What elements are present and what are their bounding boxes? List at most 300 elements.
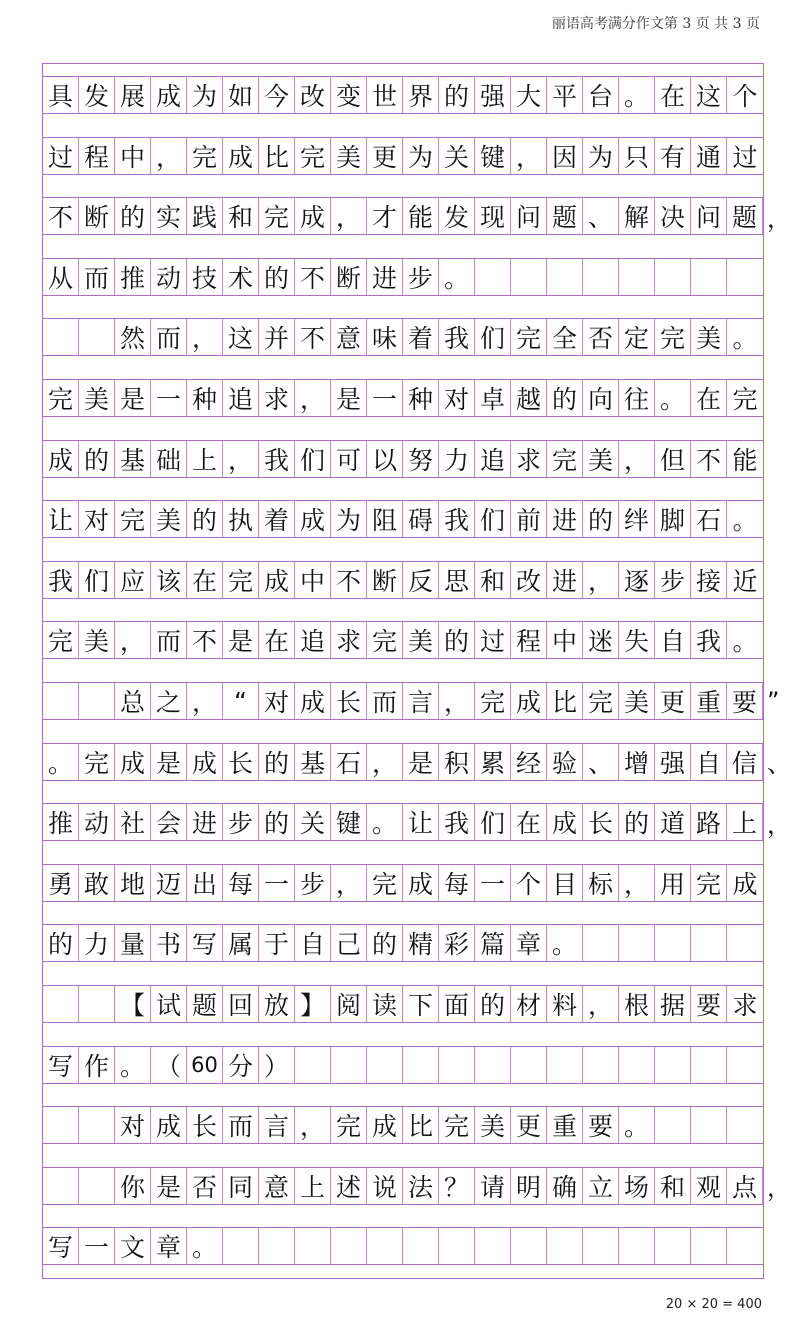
grid-cell: 程: [79, 138, 115, 174]
grid-cell: 要: [691, 986, 727, 1022]
grid-cell: 试: [151, 986, 187, 1022]
grid-cell: ，: [583, 986, 619, 1022]
grid-cell: 属: [223, 925, 259, 961]
grid-cell: 追: [475, 441, 511, 477]
grid-cell: 完: [439, 1107, 475, 1143]
grid-cell: 成: [295, 501, 331, 537]
grid-cell: [619, 259, 655, 295]
grid-cell: 、: [583, 198, 619, 234]
grid-cell: 决: [655, 198, 691, 234]
grid-cell: 步: [403, 259, 439, 295]
grid-cell: 验: [547, 744, 583, 780]
grid-cell: [439, 1047, 475, 1083]
grid-cell: [79, 683, 115, 719]
grid-cell: 更: [367, 138, 403, 174]
grid-cell: 长: [583, 804, 619, 840]
grid-cell: 观: [691, 1168, 727, 1204]
grid-cell: 发: [439, 198, 475, 234]
grid-cell: 过: [475, 622, 511, 658]
grid-cell: [727, 259, 763, 295]
grid-cell: ，: [619, 865, 655, 901]
grid-cell: [691, 1228, 727, 1264]
grid-cell: 关: [439, 138, 475, 174]
grid-cell: 信: [727, 744, 763, 780]
grid-cell: ，: [331, 865, 367, 901]
grid-cell: 对: [439, 380, 475, 416]
grid-cell: ，: [115, 622, 151, 658]
grid-cell: [43, 1168, 79, 1204]
grid-cell: 改: [295, 77, 331, 113]
grid-cell: 为: [187, 77, 223, 113]
grid-cell: 关: [295, 804, 331, 840]
grid-cell: 每: [439, 865, 475, 901]
grid-cell: 书: [151, 925, 187, 961]
grid-cell: [511, 259, 547, 295]
grid-cell: 力: [79, 925, 115, 961]
grid-row: [43, 803, 791, 841]
grid-cell: 写: [187, 925, 223, 961]
grid-cell: 增: [619, 744, 655, 780]
grid-cell: 确: [547, 1168, 583, 1204]
grid-cell: 越: [511, 380, 547, 416]
grid-cell: 近: [732, 566, 758, 596]
grid-cell: [691, 259, 727, 295]
grid-cell: 践: [187, 198, 223, 234]
grid-row: [43, 1106, 763, 1144]
grid-cell: 中: [115, 138, 151, 174]
grid-cell: 。: [367, 804, 403, 840]
grid-cell: 然: [115, 319, 151, 355]
grid-cell: 全: [547, 319, 583, 355]
grid-cell: 美: [79, 380, 115, 416]
grid-cell: [547, 1228, 583, 1264]
grid-cell: 和: [475, 562, 511, 598]
grid-cell: 下: [403, 986, 439, 1022]
grid-cell: 完: [583, 683, 619, 719]
grid-row: [43, 258, 763, 296]
grid-cell: 每: [223, 865, 259, 901]
grid-cell: 于: [259, 925, 295, 961]
grid-cell: 在: [187, 562, 223, 598]
grid-cell: [727, 1228, 763, 1264]
grid-row: [43, 76, 763, 114]
grid-cell: 失: [619, 622, 655, 658]
grid-cell: 技: [187, 259, 223, 295]
grid-cell: [331, 1228, 367, 1264]
grid-cell: 迷: [583, 622, 619, 658]
grid-cell: ，: [439, 683, 475, 719]
grid-cell: 求: [331, 622, 367, 658]
grid-cell: 的: [79, 441, 115, 477]
grid-cell: 但: [655, 441, 691, 477]
grid-cell: 成: [223, 138, 259, 174]
grid-cell: 比: [403, 1107, 439, 1143]
grid-cell: 长: [223, 744, 259, 780]
grid-cell: 重: [691, 683, 727, 719]
grid-cell: 过: [43, 138, 79, 174]
grid-cell: 对: [115, 1107, 151, 1143]
grid-cell: 为: [331, 501, 367, 537]
grid-cell: 美: [151, 501, 187, 537]
grid-cell: [619, 1228, 655, 1264]
grid-cell: 世: [367, 77, 403, 113]
overflow-punctuation: 、: [767, 750, 791, 779]
grid-cell: [367, 1047, 403, 1083]
grid-cell: 求: [259, 380, 295, 416]
grid-cell: 美: [475, 1107, 511, 1143]
grid-cell: 精: [403, 925, 439, 961]
grid-cell: 言: [403, 683, 439, 719]
grid-cell: 自: [691, 744, 727, 780]
grid-cell: 题: [187, 986, 223, 1022]
grid-cell: 请: [475, 1168, 511, 1204]
grid-cell: 会: [151, 804, 187, 840]
grid-cell: [475, 259, 511, 295]
grid-cell: 逐: [619, 562, 655, 598]
grid-cell: 是: [331, 380, 367, 416]
grid-cell: [727, 1047, 763, 1083]
grid-cell: 动: [151, 259, 187, 295]
grid-cell: ）: [259, 1047, 295, 1083]
grid-cell: 。: [43, 744, 79, 780]
grid-cell: [655, 1107, 691, 1143]
grid-cell: 对: [79, 501, 115, 537]
grid-cell: 。: [619, 1107, 655, 1143]
grid-cell: 发: [79, 77, 115, 113]
grid-cell: 我: [439, 501, 475, 537]
grid-cell: [583, 1047, 619, 1083]
grid-cell: 长: [187, 1107, 223, 1143]
composition-grid-sheet: [42, 63, 791, 1279]
grid-cell: 的: [547, 380, 583, 416]
grid-cell: 章: [511, 925, 547, 961]
grid-cell: [79, 1168, 115, 1204]
grid-cell: 。: [115, 1047, 151, 1083]
grid-cell: 步: [655, 562, 691, 598]
grid-cell: 题: [727, 198, 763, 234]
grid-cell: 回: [223, 986, 259, 1022]
grid-cell: 进: [187, 804, 223, 840]
grid-cell: [43, 1107, 79, 1143]
grid-cell: 努: [403, 441, 439, 477]
grid-row: [43, 864, 763, 902]
grid-cell: 上: [295, 1168, 331, 1204]
grid-cell: 美: [583, 441, 619, 477]
grid-cell: 有: [655, 138, 691, 174]
grid-cell: 味: [367, 319, 403, 355]
grid-cell: 。: [187, 1228, 223, 1264]
grid-cell: [547, 1047, 583, 1083]
grid-cell: 成: [295, 683, 331, 719]
grid-cell: 应: [115, 562, 151, 598]
grid-cell: 成: [151, 1107, 187, 1143]
grid-cell: 从: [43, 259, 79, 295]
grid-cell: 的: [475, 986, 511, 1022]
grid-cell: 执: [223, 501, 259, 537]
grid-cell: 我: [43, 562, 79, 598]
grid-cell: 个: [511, 865, 547, 901]
grid-cell: 。: [439, 259, 475, 295]
grid-cell: 料: [547, 986, 583, 1022]
grid-cell: 界: [403, 77, 439, 113]
grid-cell: [583, 925, 619, 961]
grid-cell: 过: [732, 142, 758, 172]
grid-cell: 石: [331, 744, 367, 780]
grid-cell: [475, 1047, 511, 1083]
grid-cell: 勇: [43, 865, 79, 901]
grid-cell: 基: [295, 744, 331, 780]
grid-cell: 不: [187, 622, 223, 658]
grid-cell: 之: [151, 683, 187, 719]
grid-cell: [475, 1228, 511, 1264]
grid-row: [43, 1167, 791, 1205]
grid-cell: 成: [259, 562, 295, 598]
grid-cell: 美: [619, 683, 655, 719]
grid-cell: 在: [691, 380, 727, 416]
grid-cell: 更: [511, 1107, 547, 1143]
grid-cell: 完: [475, 683, 511, 719]
grid-cell: 步: [223, 804, 259, 840]
grid-cell: 改: [511, 562, 547, 598]
grid-cell: 是: [223, 622, 259, 658]
page-header: 丽语高考满分作文第 3 页 共 3 页: [551, 16, 760, 32]
grid-cell: 】: [295, 986, 331, 1022]
grid-cell: 完: [691, 865, 727, 901]
grid-cell: 求: [732, 991, 758, 1020]
grid-cell: 要: [583, 1107, 619, 1143]
grid-cell: 说: [367, 1168, 403, 1204]
grid-cell: 和: [655, 1168, 691, 1204]
grid-cell: 们: [475, 319, 511, 355]
grid-cell: 完: [547, 441, 583, 477]
grid-cell: [583, 1228, 619, 1264]
grid-cell: 路: [691, 804, 727, 840]
grid-cell: 是: [115, 380, 151, 416]
grid-cell: 美: [79, 622, 115, 658]
grid-cell: 因: [547, 138, 583, 174]
grid-row: [43, 318, 763, 356]
grid-cell: 写: [43, 1047, 79, 1083]
grid-cell: 完: [115, 501, 151, 537]
grid-cell: 不: [295, 319, 331, 355]
grid-cell: 用: [655, 865, 691, 901]
grid-cell: 成: [403, 865, 439, 901]
grid-cell: 解: [619, 198, 655, 234]
grid-cell: 以: [367, 441, 403, 477]
grid-cell: 推: [115, 259, 151, 295]
grid-cell: [439, 1228, 475, 1264]
grid-cell: 完: [511, 319, 547, 355]
grid-cell: 键: [475, 138, 511, 174]
grid-cell: 成: [187, 744, 223, 780]
grid-cell: [655, 1228, 691, 1264]
grid-cell: 彩: [439, 925, 475, 961]
grid-cell: [403, 1047, 439, 1083]
grid-cell: 比: [259, 138, 295, 174]
grid-cell: [259, 1228, 295, 1264]
grid-cell: [727, 1107, 763, 1143]
grid-cell: ，: [223, 441, 259, 477]
grid-cell: 础: [151, 441, 187, 477]
grid-cell: 是: [403, 744, 439, 780]
grid-cell: 前: [511, 501, 547, 537]
grid-row: [43, 561, 763, 599]
grid-cell: 言: [259, 1107, 295, 1143]
grid-cell: 法: [403, 1168, 439, 1204]
grid-cell: 意: [259, 1168, 295, 1204]
grid-cell: 推: [43, 804, 79, 840]
grid-cell: 展: [115, 77, 151, 113]
grid-cell: 面: [439, 986, 475, 1022]
grid-cell: 断: [367, 562, 403, 598]
grid-cell: 述: [331, 1168, 367, 1204]
grid-cell: 今: [259, 77, 295, 113]
grid-cell: [655, 1047, 691, 1083]
grid-row: [43, 985, 763, 1023]
grid-cell: 点: [727, 1168, 763, 1204]
grid-cell: 成: [151, 77, 187, 113]
grid-cell: ，: [295, 1107, 331, 1143]
grid-cell: 一: [475, 865, 511, 901]
grid-cell: 读: [367, 986, 403, 1022]
grid-cell: 否: [187, 1168, 223, 1204]
grid-cell: [79, 1107, 115, 1143]
grid-cell: “: [223, 683, 259, 719]
grid-row: [43, 500, 763, 538]
grid-cell: 不: [295, 259, 331, 295]
grid-cell: 不: [43, 198, 79, 234]
grid-cell: 们: [475, 501, 511, 537]
grid-cell: 同: [223, 1168, 259, 1204]
grid-row: [43, 924, 763, 962]
grid-cell: 累: [475, 744, 511, 780]
grid-cell: 完: [79, 744, 115, 780]
grid-cell: 的: [115, 198, 151, 234]
grid-cell: 阻: [367, 501, 403, 537]
grid-cell: [79, 986, 115, 1022]
grid-cell: 作: [79, 1047, 115, 1083]
grid-cell: [295, 1228, 331, 1264]
grid-cell: 篇: [475, 925, 511, 961]
grid-cell: 脚: [655, 501, 691, 537]
grid-cell: 自: [655, 622, 691, 658]
grid-cell: 的: [619, 804, 655, 840]
grid-row: [43, 621, 763, 659]
grid-cell: 大: [511, 77, 547, 113]
grid-cell: 一: [79, 1228, 115, 1264]
grid-cell: 问: [511, 198, 547, 234]
grid-cell: 强: [655, 744, 691, 780]
grid-cell: 场: [619, 1168, 655, 1204]
grid-cell: 程: [511, 622, 547, 658]
grid-cell: 地: [115, 865, 151, 901]
grid-cell: 道: [655, 804, 691, 840]
grid-cell: ？: [439, 1168, 475, 1204]
grid-cell: 力: [439, 441, 475, 477]
grid-cell: 中: [295, 562, 331, 598]
grid-cell: [691, 925, 727, 961]
grid-cell: [43, 683, 79, 719]
grid-cell: [583, 259, 619, 295]
grid-cell: 。: [732, 324, 758, 354]
grid-cell: 能: [403, 198, 439, 234]
grid-cell: [223, 1228, 259, 1264]
grid-cell: 为: [403, 138, 439, 174]
grid-cell: 长: [331, 683, 367, 719]
grid-cell: 迈: [151, 865, 187, 901]
grid-cell: [691, 1107, 727, 1143]
grid-cell: 总: [115, 683, 151, 719]
grid-cell: 强: [475, 77, 511, 113]
grid-cell: 。: [732, 627, 758, 657]
overflow-punctuation: ，: [767, 204, 791, 233]
grid-cell: 分: [223, 1047, 259, 1083]
grid-cell: 个: [732, 82, 758, 111]
grid-cell: 具: [43, 77, 79, 113]
grid-cell: 成: [295, 198, 331, 234]
grid-cell: 。: [619, 77, 655, 113]
grid-cell: 为: [583, 138, 619, 174]
grid-cell: 如: [223, 77, 259, 113]
grid-cell: 美: [403, 622, 439, 658]
grid-cell: 问: [691, 198, 727, 234]
grid-cell: 成: [43, 441, 79, 477]
grid-cell: 是: [151, 1168, 187, 1204]
grid-cell: 的: [43, 925, 79, 961]
grid-cell: 碍: [403, 501, 439, 537]
grid-cell: 们: [295, 441, 331, 477]
grid-cell: 现: [475, 198, 511, 234]
grid-cell: [655, 925, 691, 961]
grid-cell: [547, 259, 583, 295]
grid-row: [43, 1046, 763, 1084]
grid-cell: 向: [583, 380, 619, 416]
grid-cell: 更: [655, 683, 691, 719]
grid-cell: 在: [259, 622, 295, 658]
grid-cell: [511, 1228, 547, 1264]
grid-cell: 完: [367, 622, 403, 658]
grid-cell: [295, 1047, 331, 1083]
grid-cell: 我: [259, 441, 295, 477]
grid-cell: 目: [547, 865, 583, 901]
grid-cell: 的: [259, 744, 295, 780]
grid-cell: 阅: [331, 986, 367, 1022]
grid-row: [43, 682, 780, 720]
grid-cell: 完: [187, 138, 223, 174]
grid-cell: 。: [547, 925, 583, 961]
grid-cell: 着: [259, 501, 295, 537]
grid-cell: 们: [79, 562, 115, 598]
grid-cell: 进: [367, 259, 403, 295]
grid-cell: 你: [115, 1168, 151, 1204]
grid-cell: ，: [583, 562, 619, 598]
grid-cell: 断: [79, 198, 115, 234]
grid-cell: 成: [115, 744, 151, 780]
grid-cell: 不: [331, 562, 367, 598]
grid-cell: 完: [43, 380, 79, 416]
grid-cell: 中: [547, 622, 583, 658]
grid-cell: 通: [691, 138, 727, 174]
grid-cell: 的: [259, 259, 295, 295]
grid-cell: 思: [439, 562, 475, 598]
grid-cell: 我: [691, 622, 727, 658]
grid-cell: 着: [403, 319, 439, 355]
overflow-punctuation: ，: [767, 810, 791, 839]
grid-cell: 文: [115, 1228, 151, 1264]
grid-cell: ，: [511, 138, 547, 174]
overflow-punctuation: ”: [767, 687, 780, 715]
grid-cell: 和: [223, 198, 259, 234]
